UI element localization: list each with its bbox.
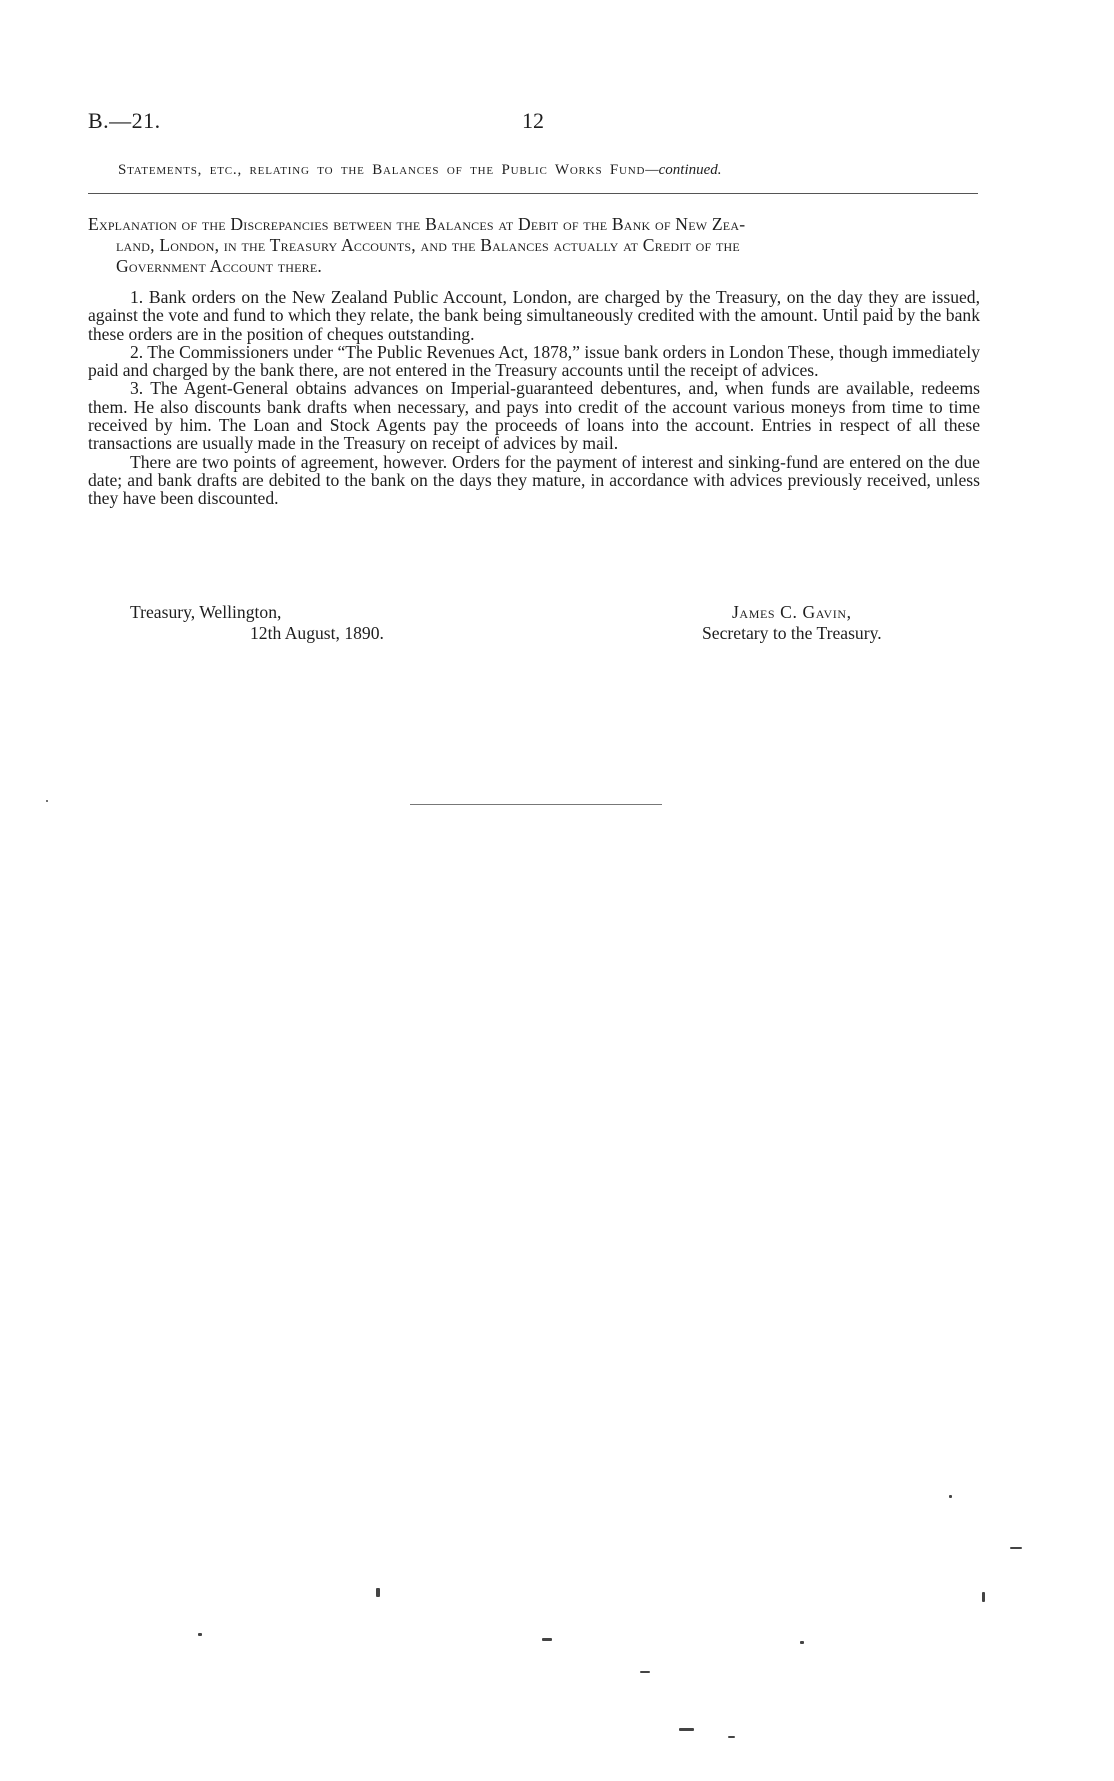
running-title-text: Statements, etc., relating to the Balances of the Public Works Fund: [118, 162, 646, 178]
scan-speck: [949, 1495, 952, 1498]
heading-line-2: land, London, in the Treasury Accounts, and the Balances actually at Credit of the: [116, 235, 740, 255]
scan-speck: [1010, 1547, 1022, 1549]
paragraph-4: There are two points of agreement, however. Orders for the payment of interest and sinking-fund are entered on the due date; and bank drafts are debited to the bank on the days they mature, in accordance with advices previously received, unless they have been discounted.: [88, 451, 980, 509]
signatory-name: James C. Gavin,: [731, 602, 852, 622]
paragraph-3: 3. The Agent-General obtains advances on Imperial-guaranteed debentures, and, when funds are available, redeems them. He also discounts bank drafts when necessary, and pays into credit of the account various moneys from time to time received by him. The Loan and Stock Agents pay the proceeds of loans into the account. Entries in respect of all these transactions are usually made in the Treasury on receipt of advices by mail.: [88, 378, 980, 454]
signature-place-date: [130, 602, 384, 644]
signature-place: Treasury, Wellington,: [130, 602, 282, 622]
running-title-suffix: —continued.: [645, 162, 722, 178]
scan-speck: [542, 1638, 552, 1641]
scan-speck: [728, 1736, 735, 1738]
heading-line-3: Government Account there.: [116, 256, 322, 276]
body-text: [88, 288, 980, 508]
paragraph-2: 2. The Commissioners under “The Public Revenues Act, 1878,” issue bank orders in London These, though immediately paid and charged by the bank there, are not entered in the Treasury accounts until the receipt of advices.: [88, 341, 980, 381]
running-title: [118, 162, 978, 179]
scan-speck: [640, 1671, 650, 1673]
paragraph-1: 1. Bank orders on the New Zealand Public Account, London, are charged by the Treasury, on the day they are issued, against the vote and fund to which they relate, the bank being simultaneously credited with the amount. Until paid by the bank these orders are in the position of cheques outstanding.: [88, 287, 980, 344]
signature-block: [702, 602, 882, 644]
heading-line-1: Explanation of the Discrepancies between the Balances at Debit of the Bank of New Zea-: [88, 214, 746, 234]
scan-speck: [46, 800, 48, 802]
scan-speck: [376, 1588, 380, 1597]
header-rule: [88, 193, 978, 194]
document-id: B.—21.: [88, 108, 161, 133]
section-heading: [88, 214, 980, 277]
page-number: 12: [522, 108, 544, 133]
scan-speck: [800, 1641, 804, 1644]
closing-rule: [410, 804, 662, 805]
scan-speck: [198, 1633, 202, 1636]
scan-speck: [982, 1592, 985, 1602]
signature-date: 12th August, 1890.: [250, 623, 384, 643]
signatory-title: Secretary to the Treasury.: [702, 623, 882, 643]
scan-speck: [679, 1728, 694, 1731]
